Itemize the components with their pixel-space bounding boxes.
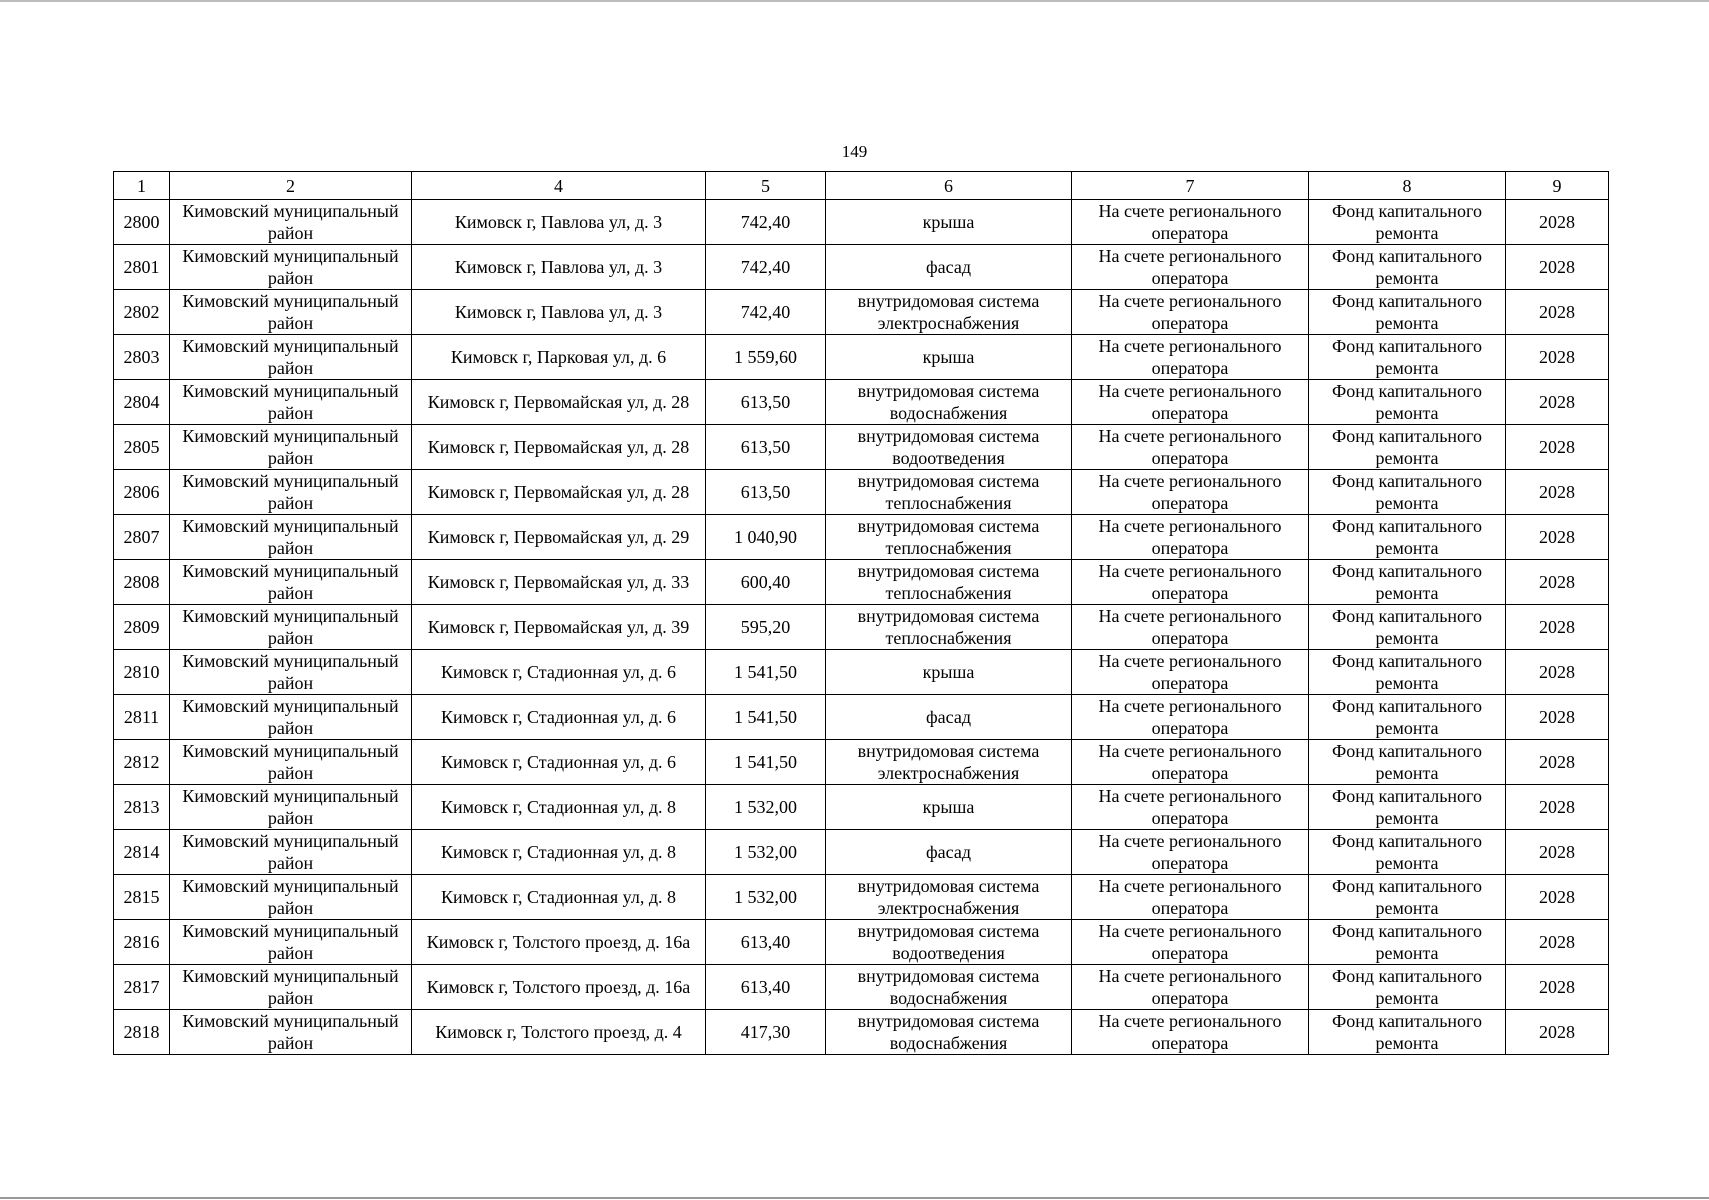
table-row	[114, 695, 1609, 740]
area-cell: 417,30	[706, 1010, 826, 1055]
work-type-cell: крыша	[826, 335, 1072, 380]
row-number-cell: 2814	[114, 830, 170, 875]
address-cell: Кимовск г, Стадионная ул, д. 6	[412, 695, 706, 740]
year-cell: 2028	[1506, 425, 1609, 470]
row-number-cell: 2800	[114, 200, 170, 245]
fund-account-cell: На счете регионального оператора	[1072, 380, 1309, 425]
fund-account-cell: На счете регионального оператора	[1072, 920, 1309, 965]
table-row	[114, 290, 1609, 335]
address-cell: Кимовск г, Первомайская ул, д. 28	[412, 470, 706, 515]
funding-source-cell: Фонд капитального ремонта	[1309, 380, 1506, 425]
municipality-cell: Кимовский муниципальный район	[170, 740, 412, 785]
work-type-cell: внутридомовая система теплоснабжения	[826, 560, 1072, 605]
table-row	[114, 560, 1609, 605]
year-cell: 2028	[1506, 515, 1609, 560]
year-cell: 2028	[1506, 560, 1609, 605]
municipality-cell: Кимовский муниципальный район	[170, 920, 412, 965]
year-cell: 2028	[1506, 470, 1609, 515]
row-number-cell: 2805	[114, 425, 170, 470]
row-number-cell: 2807	[114, 515, 170, 560]
funding-source-cell: Фонд капитального ремонта	[1309, 200, 1506, 245]
bottom-page-rule	[0, 1197, 1709, 1199]
municipality-cell: Кимовский муниципальный район	[170, 290, 412, 335]
fund-account-cell: На счете регионального оператора	[1072, 470, 1309, 515]
funding-source-cell: Фонд капитального ремонта	[1309, 515, 1506, 560]
year-cell: 2028	[1506, 785, 1609, 830]
year-cell: 2028	[1506, 200, 1609, 245]
funding-source-cell: Фонд капитального ремонта	[1309, 425, 1506, 470]
area-cell: 742,40	[706, 200, 826, 245]
table-body	[114, 200, 1609, 1055]
column-number-header-row	[114, 172, 1609, 200]
table-row	[114, 830, 1609, 875]
work-type-cell: внутридомовая система водоснабжения	[826, 1010, 1072, 1055]
work-type-cell: крыша	[826, 785, 1072, 830]
funding-source-cell: Фонд капитального ремонта	[1309, 335, 1506, 380]
fund-account-cell: На счете регионального оператора	[1072, 740, 1309, 785]
table-row	[114, 920, 1609, 965]
area-cell: 595,20	[706, 605, 826, 650]
table-row	[114, 785, 1609, 830]
year-cell: 2028	[1506, 1010, 1609, 1055]
funding-source-cell: Фонд капитального ремонта	[1309, 920, 1506, 965]
area-cell: 742,40	[706, 290, 826, 335]
fund-account-cell: На счете регионального оператора	[1072, 245, 1309, 290]
table-row	[114, 965, 1609, 1010]
column-header: 9	[1506, 172, 1609, 200]
work-type-cell: внутридомовая система электроснабжения	[826, 875, 1072, 920]
municipality-cell: Кимовский муниципальный район	[170, 695, 412, 740]
table-row	[114, 515, 1609, 560]
funding-source-cell: Фонд капитального ремонта	[1309, 650, 1506, 695]
municipality-cell: Кимовский муниципальный район	[170, 875, 412, 920]
row-number-cell: 2809	[114, 605, 170, 650]
fund-account-cell: На счете регионального оператора	[1072, 290, 1309, 335]
address-cell: Кимовск г, Первомайская ул, д. 28	[412, 425, 706, 470]
funding-source-cell: Фонд капитального ремонта	[1309, 695, 1506, 740]
work-type-cell: крыша	[826, 200, 1072, 245]
work-type-cell: внутридомовая система водоотведения	[826, 425, 1072, 470]
area-cell: 613,50	[706, 425, 826, 470]
year-cell: 2028	[1506, 920, 1609, 965]
funding-source-cell: Фонд капитального ремонта	[1309, 875, 1506, 920]
column-header: 7	[1072, 172, 1309, 200]
address-cell: Кимовск г, Толстого проезд, д. 16а	[412, 965, 706, 1010]
row-number-cell: 2802	[114, 290, 170, 335]
work-type-cell: внутридомовая система водоснабжения	[826, 965, 1072, 1010]
year-cell: 2028	[1506, 695, 1609, 740]
row-number-cell: 2812	[114, 740, 170, 785]
address-cell: Кимовск г, Первомайская ул, д. 29	[412, 515, 706, 560]
address-cell: Кимовск г, Толстого проезд, д. 4	[412, 1010, 706, 1055]
work-type-cell: фасад	[826, 830, 1072, 875]
fund-account-cell: На счете регионального оператора	[1072, 830, 1309, 875]
year-cell: 2028	[1506, 650, 1609, 695]
table-row	[114, 470, 1609, 515]
table-row	[114, 200, 1609, 245]
fund-account-cell: На счете регионального оператора	[1072, 560, 1309, 605]
fund-account-cell: На счете регионального оператора	[1072, 965, 1309, 1010]
municipality-cell: Кимовский муниципальный район	[170, 470, 412, 515]
row-number-cell: 2808	[114, 560, 170, 605]
municipality-cell: Кимовский муниципальный район	[170, 425, 412, 470]
table-row	[114, 875, 1609, 920]
column-header: 2	[170, 172, 412, 200]
funding-source-cell: Фонд капитального ремонта	[1309, 1010, 1506, 1055]
address-cell: Кимовск г, Стадионная ул, д. 6	[412, 650, 706, 695]
area-cell: 600,40	[706, 560, 826, 605]
work-type-cell: крыша	[826, 650, 1072, 695]
column-header: 4	[412, 172, 706, 200]
area-cell: 1 559,60	[706, 335, 826, 380]
funding-source-cell: Фонд капитального ремонта	[1309, 830, 1506, 875]
municipality-cell: Кимовский муниципальный район	[170, 380, 412, 425]
fund-account-cell: На счете регионального оператора	[1072, 515, 1309, 560]
address-cell: Кимовск г, Парковая ул, д. 6	[412, 335, 706, 380]
fund-account-cell: На счете регионального оператора	[1072, 200, 1309, 245]
area-cell: 1 532,00	[706, 875, 826, 920]
row-number-cell: 2817	[114, 965, 170, 1010]
area-cell: 1 532,00	[706, 785, 826, 830]
table-row	[114, 425, 1609, 470]
address-cell: Кимовск г, Стадионная ул, д. 8	[412, 785, 706, 830]
work-type-cell: внутридомовая система электроснабжения	[826, 290, 1072, 335]
municipality-cell: Кимовский муниципальный район	[170, 1010, 412, 1055]
funding-source-cell: Фонд капитального ремонта	[1309, 785, 1506, 830]
fund-account-cell: На счете регионального оператора	[1072, 875, 1309, 920]
column-header: 5	[706, 172, 826, 200]
table-row	[114, 335, 1609, 380]
municipality-cell: Кимовский муниципальный район	[170, 335, 412, 380]
municipality-cell: Кимовский муниципальный район	[170, 560, 412, 605]
fund-account-cell: На счете регионального оператора	[1072, 1010, 1309, 1055]
area-cell: 742,40	[706, 245, 826, 290]
address-cell: Кимовск г, Стадионная ул, д. 8	[412, 875, 706, 920]
column-header: 6	[826, 172, 1072, 200]
row-number-cell: 2818	[114, 1010, 170, 1055]
work-type-cell: внутридомовая система электроснабжения	[826, 740, 1072, 785]
year-cell: 2028	[1506, 380, 1609, 425]
funding-source-cell: Фонд капитального ремонта	[1309, 290, 1506, 335]
funding-source-cell: Фонд капитального ремонта	[1309, 245, 1506, 290]
area-cell: 1 532,00	[706, 830, 826, 875]
row-number-cell: 2816	[114, 920, 170, 965]
row-number-cell: 2801	[114, 245, 170, 290]
top-page-rule	[0, 0, 1709, 2]
table-row	[114, 380, 1609, 425]
address-cell: Кимовск г, Первомайская ул, д. 33	[412, 560, 706, 605]
address-cell: Кимовск г, Павлова ул, д. 3	[412, 200, 706, 245]
municipality-cell: Кимовский муниципальный район	[170, 245, 412, 290]
area-cell: 1 541,50	[706, 695, 826, 740]
area-cell: 613,40	[706, 920, 826, 965]
page-number: 149	[841, 142, 868, 161]
funding-source-cell: Фонд капитального ремонта	[1309, 605, 1506, 650]
municipality-cell: Кимовский муниципальный район	[170, 830, 412, 875]
municipality-cell: Кимовский муниципальный район	[170, 605, 412, 650]
address-cell: Кимовск г, Павлова ул, д. 3	[412, 290, 706, 335]
year-cell: 2028	[1506, 605, 1609, 650]
work-type-cell: внутридомовая система теплоснабжения	[826, 470, 1072, 515]
year-cell: 2028	[1506, 875, 1609, 920]
fund-account-cell: На счете регионального оператора	[1072, 425, 1309, 470]
municipality-cell: Кимовский муниципальный район	[170, 650, 412, 695]
work-type-cell: внутридомовая система водоотведения	[826, 920, 1072, 965]
capital-repair-table	[113, 171, 1609, 1055]
table-row	[114, 245, 1609, 290]
area-cell: 1 541,50	[706, 740, 826, 785]
municipality-cell: Кимовский муниципальный район	[170, 965, 412, 1010]
work-type-cell: фасад	[826, 695, 1072, 740]
row-number-cell: 2813	[114, 785, 170, 830]
address-cell: Кимовск г, Стадионная ул, д. 8	[412, 830, 706, 875]
area-cell: 613,50	[706, 470, 826, 515]
row-number-cell: 2804	[114, 380, 170, 425]
table-row	[114, 605, 1609, 650]
row-number-cell: 2803	[114, 335, 170, 380]
year-cell: 2028	[1506, 740, 1609, 785]
row-number-cell: 2810	[114, 650, 170, 695]
municipality-cell: Кимовский муниципальный район	[170, 200, 412, 245]
address-cell: Кимовск г, Первомайская ул, д. 28	[412, 380, 706, 425]
fund-account-cell: На счете регионального оператора	[1072, 605, 1309, 650]
funding-source-cell: Фонд капитального ремонта	[1309, 560, 1506, 605]
column-header: 8	[1309, 172, 1506, 200]
work-type-cell: внутридомовая система теплоснабжения	[826, 515, 1072, 560]
fund-account-cell: На счете регионального оператора	[1072, 335, 1309, 380]
funding-source-cell: Фонд капитального ремонта	[1309, 965, 1506, 1010]
row-number-cell: 2811	[114, 695, 170, 740]
year-cell: 2028	[1506, 965, 1609, 1010]
row-number-cell: 2815	[114, 875, 170, 920]
table-row	[114, 1010, 1609, 1055]
area-cell: 1 541,50	[706, 650, 826, 695]
municipality-cell: Кимовский муниципальный район	[170, 515, 412, 560]
address-cell: Кимовск г, Толстого проезд, д. 16а	[412, 920, 706, 965]
year-cell: 2028	[1506, 245, 1609, 290]
table-row	[114, 650, 1609, 695]
area-cell: 613,50	[706, 380, 826, 425]
column-header: 1	[114, 172, 170, 200]
fund-account-cell: На счете регионального оператора	[1072, 650, 1309, 695]
funding-source-cell: Фонд капитального ремонта	[1309, 470, 1506, 515]
year-cell: 2028	[1506, 335, 1609, 380]
address-cell: Кимовск г, Стадионная ул, д. 6	[412, 740, 706, 785]
row-number-cell: 2806	[114, 470, 170, 515]
year-cell: 2028	[1506, 290, 1609, 335]
address-cell: Кимовск г, Первомайская ул, д. 39	[412, 605, 706, 650]
work-type-cell: фасад	[826, 245, 1072, 290]
work-type-cell: внутридомовая система теплоснабжения	[826, 605, 1072, 650]
address-cell: Кимовск г, Павлова ул, д. 3	[412, 245, 706, 290]
funding-source-cell: Фонд капитального ремонта	[1309, 740, 1506, 785]
fund-account-cell: На счете регионального оператора	[1072, 695, 1309, 740]
table-row	[114, 740, 1609, 785]
year-cell: 2028	[1506, 830, 1609, 875]
area-cell: 613,40	[706, 965, 826, 1010]
municipality-cell: Кимовский муниципальный район	[170, 785, 412, 830]
area-cell: 1 040,90	[706, 515, 826, 560]
fund-account-cell: На счете регионального оператора	[1072, 785, 1309, 830]
work-type-cell: внутридомовая система водоснабжения	[826, 380, 1072, 425]
